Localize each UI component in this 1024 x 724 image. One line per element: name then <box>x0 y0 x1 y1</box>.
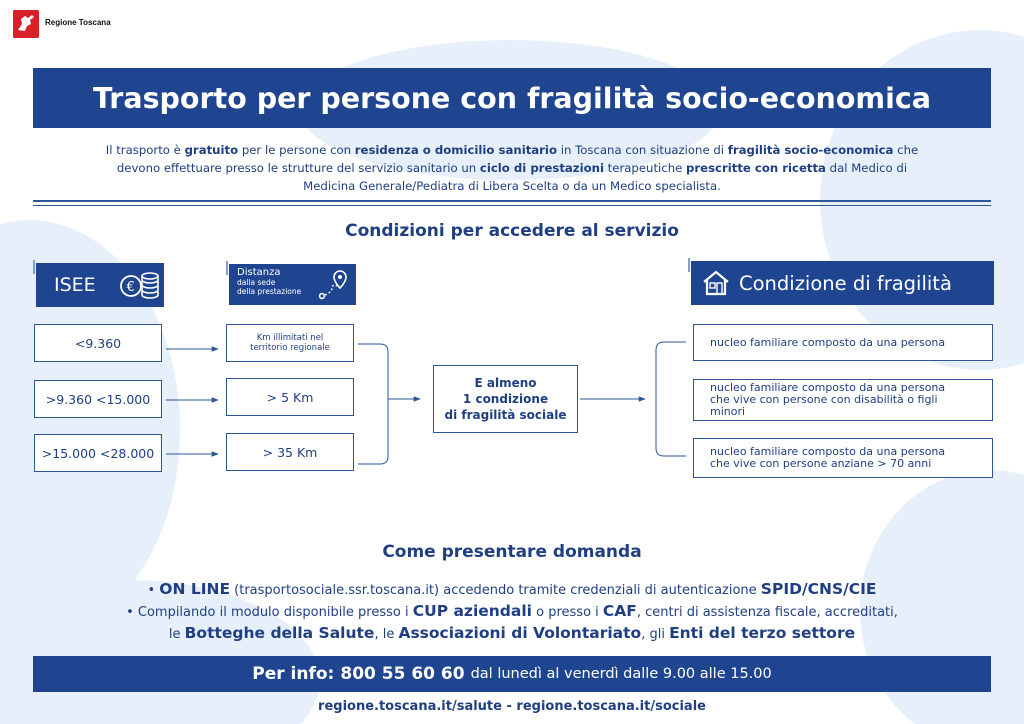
bracket-fragility <box>656 342 686 456</box>
divider <box>33 200 991 202</box>
minimum-condition-box <box>433 365 578 433</box>
intro-paragraph: Il trasporto è gratuito per le persone con residenza o domicilio sanitario in Toscana con situazione di fragilità socio-economica che devono effettuare presso le strutture del servizio sanitario un ciclo di prestazioni terapeutiche prescritte con ricetta dal Medico di Medicina Generale/Pediatra di Libera Scelta o da un Medico specialista. <box>105 143 919 193</box>
middle-line1: E almeno <box>474 376 537 390</box>
apply-line-associations: le Botteghe della Salute, le Associazioni di Volontariato, gli Enti del terzo settore <box>168 624 856 642</box>
divider <box>33 205 991 206</box>
svg-text:€: € <box>126 280 135 295</box>
fragility-header <box>691 261 994 305</box>
middle-line3: di fragilità sociale <box>444 408 567 422</box>
regione-toscana-logo <box>13 10 39 38</box>
distance-header <box>229 264 356 305</box>
bracket-distance <box>358 344 388 464</box>
isee-row: >15.000 <28.000 <box>34 434 162 472</box>
distance-header-line2: dalla sede <box>237 278 276 287</box>
info-band <box>33 656 991 692</box>
isee-header-label: ISEE <box>54 274 96 296</box>
apply-heading: Come presentare domanda <box>382 542 642 562</box>
coins-icon <box>118 269 160 301</box>
fragility-row: nucleo familiare composto da una persona che vive con persone con disabilità o figli minori <box>693 379 993 421</box>
middle-line2: 1 condizione <box>462 392 549 406</box>
pegasus-icon <box>13 10 39 38</box>
fragility-row: nucleo familiare composto da una persona <box>693 324 993 361</box>
house-icon <box>701 268 731 298</box>
info-hours: dal lunedì al venerdì dalle 9.00 alle 15.00 <box>470 666 772 682</box>
apply-line-online: • ON LINE (trasportosociale.ssr.toscana.it) accedendo tramite credenziali di autenticazione SPID/CNS/CIE <box>147 580 877 598</box>
distance-header-line1: Distanza <box>237 267 281 278</box>
apply-line-offices: • Compilando il modulo disponibile presso i CUP aziendali o presso i CAF, centri di assistenza fiscale, accreditati, <box>126 602 898 620</box>
distance-row: > 35 Km <box>226 433 354 471</box>
info-label: Per info: <box>252 664 335 684</box>
info-phone[interactable]: 800 55 60 60 <box>340 664 465 684</box>
page-title: Trasporto per persone con fragilità socio-economica <box>33 68 991 128</box>
conditions-heading: Condizioni per accedere al servizio <box>345 221 679 241</box>
distance-header-line3: della prestazione <box>237 287 302 296</box>
isee-row: >9.360 <15.000 <box>34 380 162 418</box>
org-name: Regione Toscana <box>45 18 111 27</box>
route-pin-icon <box>316 268 350 302</box>
fragility-header-label: Condizione di fragilità <box>739 271 952 295</box>
footer-links[interactable]: regione.toscana.it/salute - regione.toscana.it/sociale <box>318 699 706 714</box>
apply-instructions <box>100 579 924 645</box>
isee-row: <9.360 <box>34 324 162 362</box>
isee-header <box>36 263 164 307</box>
fragility-row: nucleo familiare composto da una persona che vive con persone anziane > 70 anni <box>693 438 993 478</box>
distance-row: Km illimitati nel territorio regionale <box>226 324 354 362</box>
distance-row: > 5 Km <box>226 378 354 416</box>
